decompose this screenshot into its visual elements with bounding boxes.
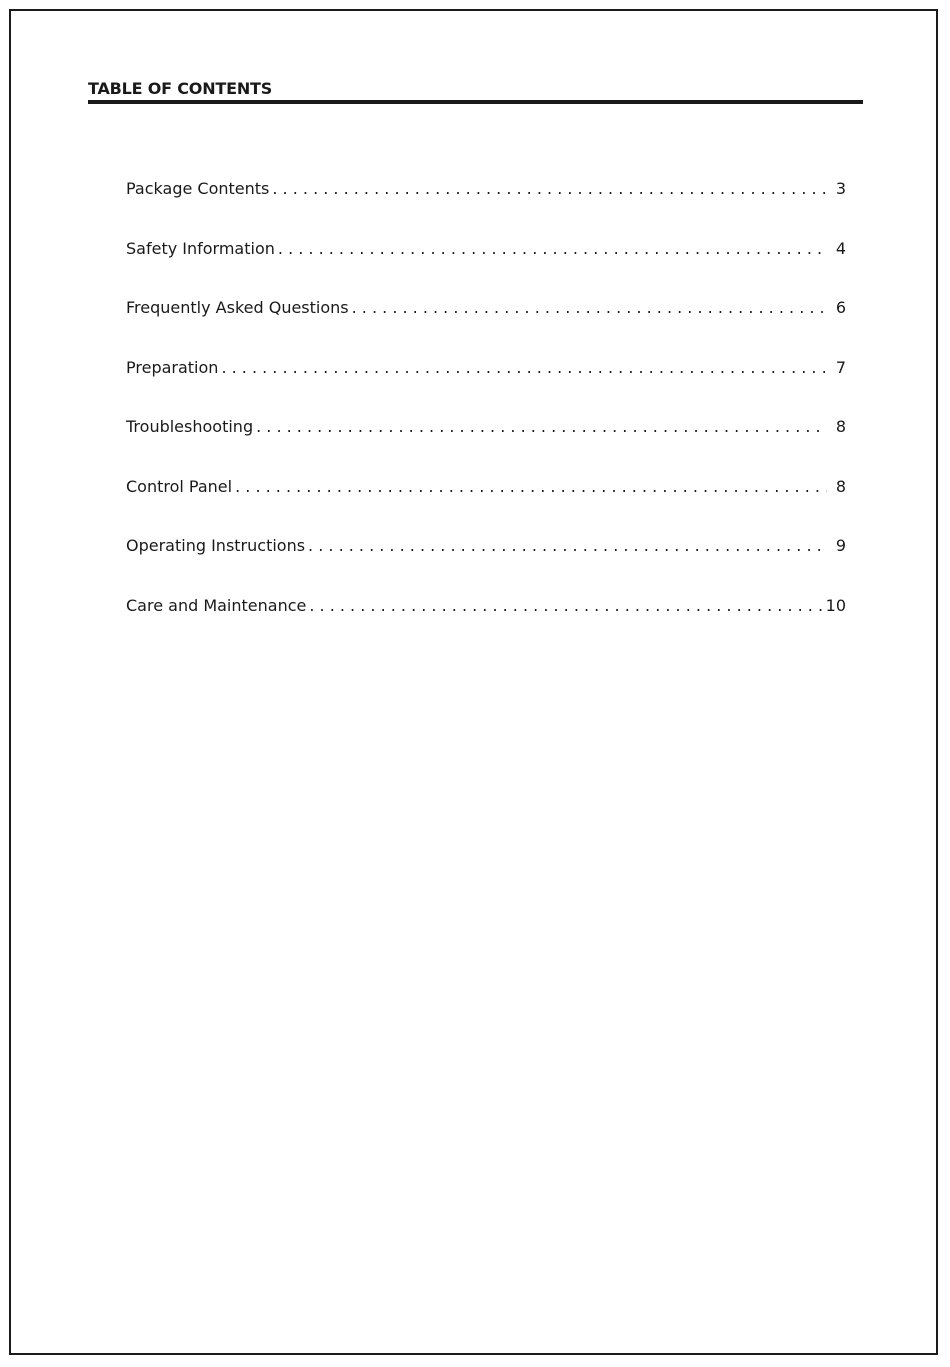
toc-entry-title: Care and Maintenance [126, 595, 307, 615]
dot-leader [352, 296, 827, 320]
heading-rule [88, 100, 863, 104]
toc-entry-package-contents[interactable] [126, 177, 846, 201]
dot-leader [308, 534, 827, 558]
toc-page-number: 4 [835, 238, 846, 258]
toc-page-number: 8 [835, 417, 846, 436]
dot-leader [221, 356, 827, 380]
toc-entry-title: Preparation [126, 357, 219, 377]
dot-leader [235, 475, 827, 499]
toc-entry-title: Safety Information [126, 238, 275, 258]
toc-entry-preparation[interactable] [126, 356, 846, 380]
toc-entry-care-and-maintenance[interactable] [126, 594, 846, 618]
toc-page-number: 9 [835, 536, 846, 555]
toc-page-number: 3 [835, 179, 846, 198]
toc-page-number: 6 [835, 298, 846, 317]
toc-entry-faq[interactable] [126, 296, 846, 320]
dot-leader [309, 594, 822, 618]
dot-leader [278, 237, 827, 261]
toc-entry-title: Frequently Asked Questions [126, 298, 349, 317]
toc-entry-title: Operating Instructions [126, 536, 306, 555]
toc-entry-operating-instructions[interactable] [126, 534, 846, 558]
toc-heading: TABLE OF CONTENTS [88, 79, 273, 98]
toc-entry-troubleshooting[interactable] [126, 415, 846, 439]
dot-leader [256, 415, 827, 439]
toc-page-number: 10 [825, 595, 846, 615]
toc-entry-title: Package Contents [126, 179, 270, 198]
toc-page-number: 7 [835, 357, 846, 377]
dot-leader [272, 177, 827, 201]
toc-entry-control-panel[interactable] [126, 475, 846, 499]
toc-entry-title: Troubleshooting [126, 417, 254, 436]
toc-page-number: 8 [835, 476, 846, 496]
toc-entry-safety-information[interactable] [126, 237, 846, 261]
toc-list [126, 177, 846, 653]
toc-entry-title: Control Panel [126, 476, 233, 496]
